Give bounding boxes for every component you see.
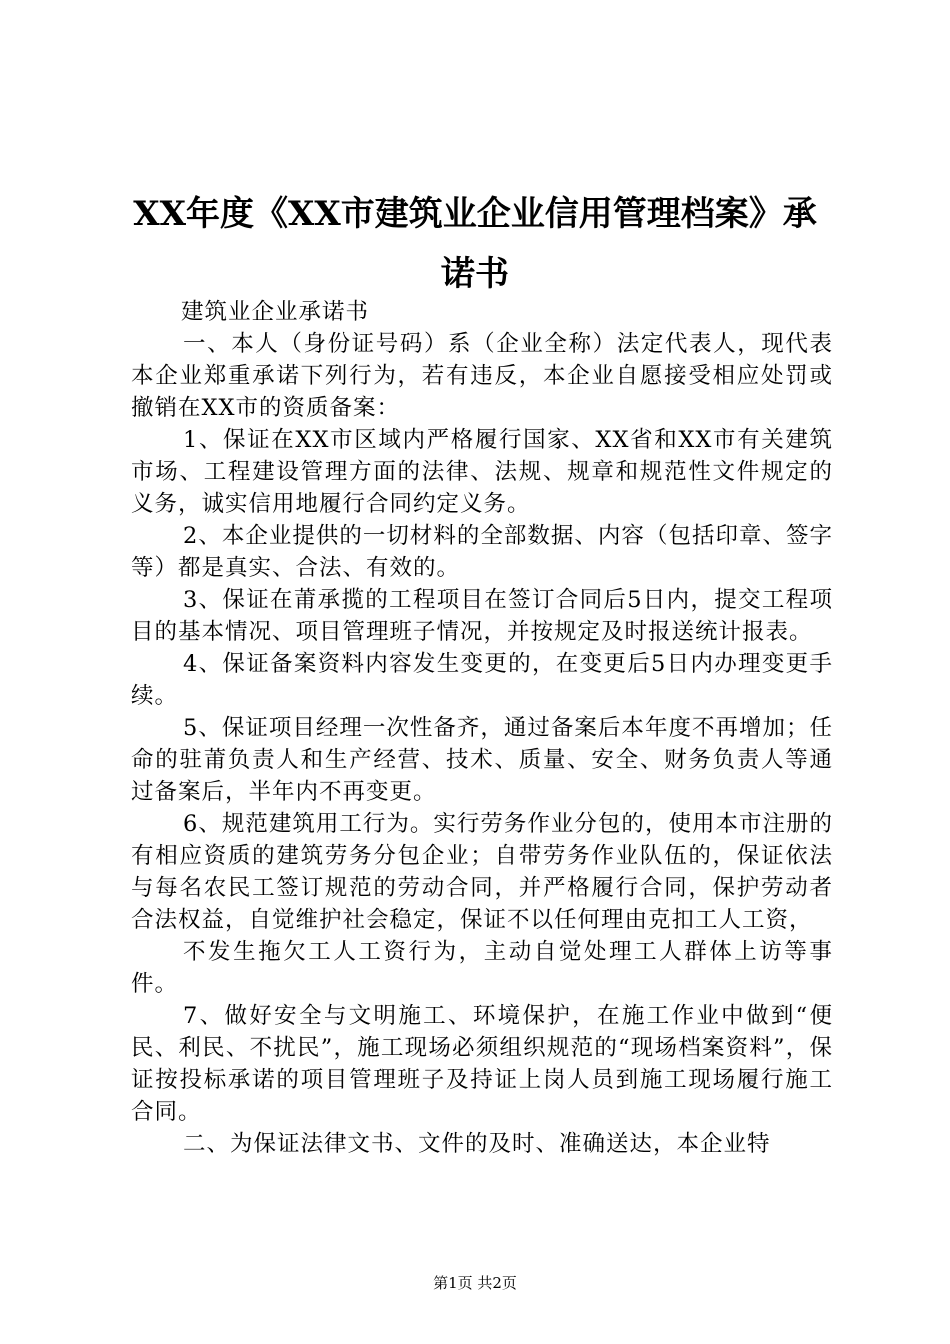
paragraph-item-4: 4、保证备案资料内容发生变更的，在变更后5日内办理变更手续。 xyxy=(131,651,833,709)
paragraph-item-6: 6、规范建筑用工行为。实行劳务作业分包的，使用本市注册的有相应资质的建筑劳务分包企业；自带劳务作业队伍的，保证依法与每名农民工签订规范的劳动合同，并严格履行合同，保护劳动者合法权益，自觉维护社会稳定，保证不以任何理由克扣工人工资， xyxy=(131,811,833,933)
document-body xyxy=(131,296,833,1160)
paragraph-1: 一、本人（身份证号码）系（企业全称）法定代表人，现代表本企业郑重承诺下列行为，若有违反，本企业自愿接受相应处罚或撤销在XX市的资质备案： xyxy=(131,331,833,421)
paragraph-item-2: 2、本企业提供的一切材料的全部数据、内容（包括印章、签字等）都是真实、合法、有效的。 xyxy=(131,523,833,581)
paragraph-heading: 建筑业企业承诺书 xyxy=(181,299,370,325)
paragraph-item-7: 7、做好安全与文明施工、环境保护，在施工作业中做到“便民、利民、不扰民”，施工现场必须组织规范的“现场档案资料”，保证按投标承诺的项目管理班子及持证上岗人员到施工现场履行施工合同。 xyxy=(131,1003,833,1125)
paragraph-2: 二、为保证法律文书、文件的及时、准确送达，本企业特 xyxy=(183,1131,771,1157)
paragraph-item-5: 5、保证项目经理一次性备齐，通过备案后本年度不再增加；任命的驻莆负责人和生产经营、技术、质量、安全、财务负责人等通过备案后，半年内不再变更。 xyxy=(131,715,833,805)
document-title: XX年度《XX市建筑业企业信用管理档案》承诺书 xyxy=(133,194,817,294)
page-footer: 第1页 共2页 xyxy=(433,1274,517,1292)
paragraph-item-6-cont: 不发生拖欠工人工资行为，主动自觉处理工人群体上访等事件。 xyxy=(131,939,833,997)
paragraph-item-1: 1、保证在XX市区域内严格履行国家、XX省和XX市有关建筑市场、工程建设管理方面的法律、法规、规章和规范性文件规定的义务，诚实信用地履行合同约定义务。 xyxy=(131,427,833,517)
paragraph-item-3: 3、保证在莆承揽的工程项目在签订合同后5日内，提交工程项目的基本情况、项目管理班子情况，并按规定及时报送统计报表。 xyxy=(131,587,833,645)
